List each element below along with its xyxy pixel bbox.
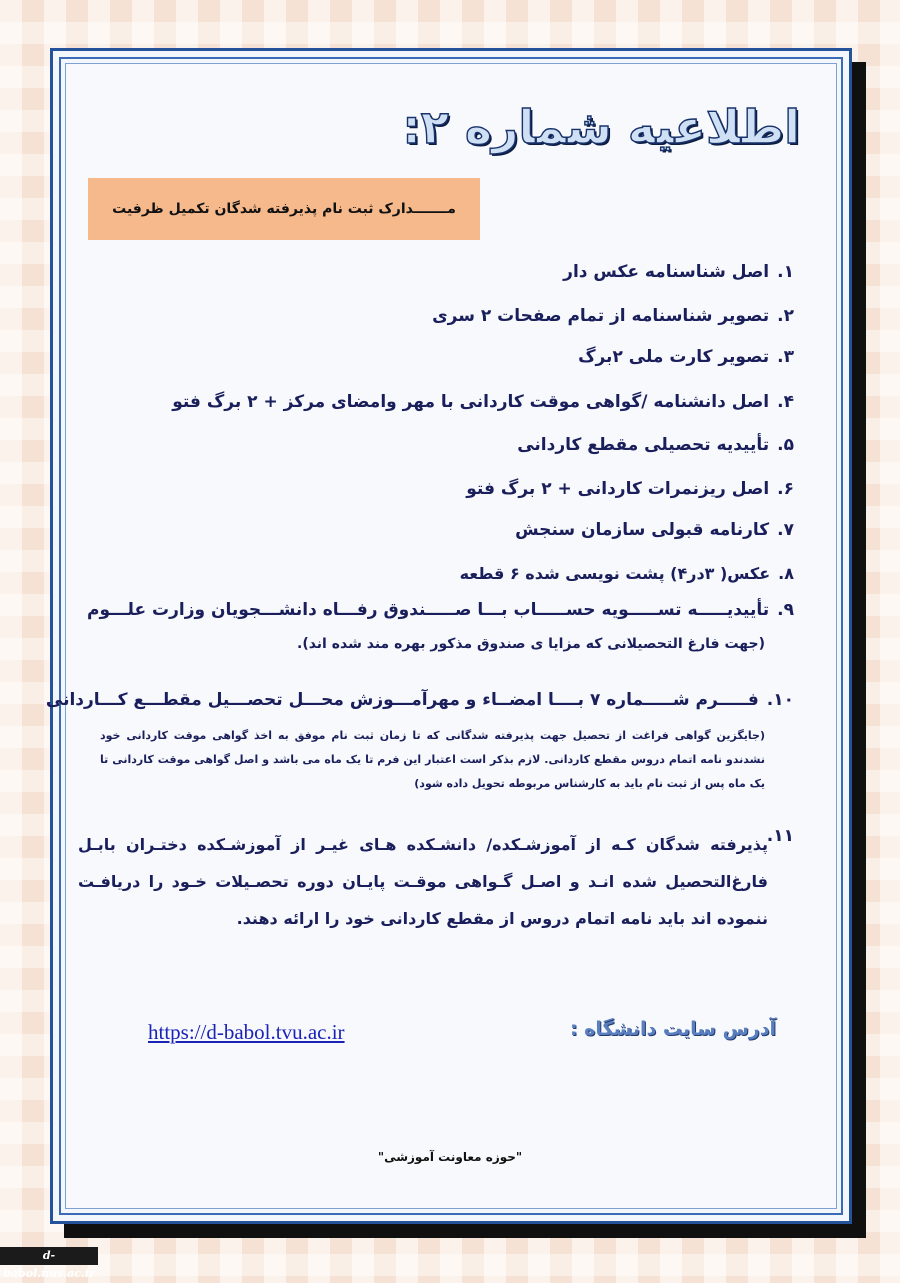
item-number: ۴. [777, 392, 794, 412]
item-note: (جهت فارغ التحصیلانی که مزایا ی صندوق مذکور بهره مند شده اند). [297, 636, 765, 652]
list-item [172, 392, 794, 412]
list-item [515, 520, 794, 540]
item-text: تصویر کارت ملی ۲برگ [578, 347, 770, 367]
item-paragraph: پذیرفته شدگان کـه از آموزشـکده/ دانشـکده هـای غیـر از آموزشـکده دختـران بابـل فارغ‌التحصیل شده انـد و اصـل گـواهی موقـت پایـان دوره تحصـیلات خـود را دریافـت ننموده اند باید نامه اتمام دروس از مقطع کاردانی خود را ارائه دهند. [78, 835, 768, 928]
site-watermark: d-babol.nus.ac.ir [0, 1247, 98, 1265]
item-number: ۸. [778, 564, 794, 583]
item-number: ۵. [777, 435, 794, 455]
item-text: عکس( ۳در۴) پشت نویسی شده ۶ قطعه [459, 564, 771, 583]
item-number: ۹. [777, 600, 794, 620]
list-item [460, 564, 794, 583]
documents-banner: مـــــــدارک ثبت نام پذیرفته شدگان تکمیل ظرفیت [88, 178, 480, 240]
item-text: اصل دانشنامه /گواهی موقت کاردانی با مهر وامضای مرکز + ۲ برگ فتو [172, 392, 770, 412]
item-number: ۷. [777, 520, 794, 540]
list-item [46, 690, 794, 710]
item-number: ۲. [777, 306, 794, 326]
item-text: تأییدیه تحصیلی مقطع کاردانی [517, 435, 770, 455]
item-text: تأییدیـــــه تســـــویه حســـــاب بـــا صـــــندوق رفـــاه دانشـــجویان وزارت علـــوم [87, 600, 770, 620]
list-item [466, 479, 794, 499]
item-text: اصل شناسنامه عکس دار [563, 262, 770, 282]
item-number: ۳. [777, 347, 794, 367]
item-note: (جایگزین گواهی فراغت از تحصیل جهت پذیرفته شدگانی که تا زمان ثبت نام موفق به اخذ گواهی موقت کاردانی خود نشدندو نامه اتمام دروس مقطع کاردانی. لازم بذکر است اعتبار این فرم تا یک ماه می باشد و اصل گواهی موقت کاردانی تا یک ماه پس از ثبت نام باید به کارشناس مربوطه تحویل داده شود) [100, 729, 765, 790]
list-item [87, 600, 794, 620]
item-number: ۱۰. [766, 690, 794, 710]
item-number: ۱. [777, 262, 794, 282]
item-text: کارنامه قبولی سازمان سنجش [515, 520, 770, 540]
item-number: ۱۱. [766, 826, 794, 846]
item-text: اصل ریزنمرات کاردانی + ۲ برگ فتو [466, 479, 770, 499]
item-text: تصویر شناسنامه از تمام صفحات ۲ سری [432, 306, 770, 326]
list-item [563, 262, 794, 282]
site-address-label: آدرس سایت دانشگاه : [569, 1018, 776, 1040]
announcement-title: اطلاعیه شماره ۲: [402, 100, 800, 154]
item-number: ۶. [777, 479, 794, 499]
site-url-link[interactable]: https://d-babol.tvu.ac.ir [148, 1020, 345, 1044]
footer-note: "حوزه معاونت آموزشی" [377, 1150, 523, 1164]
item-text: فـــــرم شـــــماره ۷ بــــا امضــاء و مهرآمـــوزش محـــل تحصـــیل مقطـــع کـــاردانی [45, 690, 759, 710]
list-item [578, 347, 794, 367]
list-item [432, 306, 794, 326]
list-item [517, 435, 794, 455]
